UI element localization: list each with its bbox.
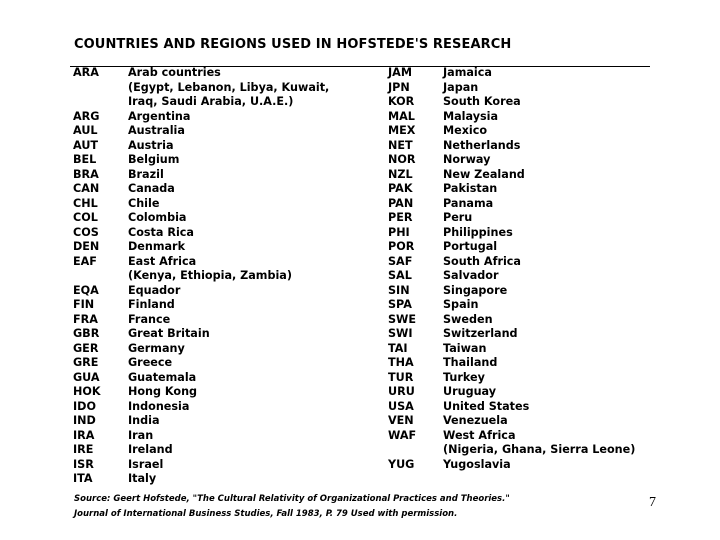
country-code: ARA [73,66,99,79]
country-name: Peru [443,211,473,225]
country-code: KOR [388,95,415,109]
country-name: Argentina [128,109,191,123]
country-code: CAN [73,182,100,196]
source-citation [74,492,510,522]
left-country-names [128,66,378,487]
country-name: Netherlands [443,138,521,152]
country-name: Iran [128,428,154,442]
country-code: NET [388,138,413,152]
country-code: IND [73,414,96,428]
country-code: JPN [388,80,410,94]
country-name: Belgium [128,153,180,167]
country-code: TUR [388,370,414,384]
country-name: Pakistan [443,182,498,196]
country-name: South Korea [443,95,521,109]
country-code: BEL [73,153,97,167]
country-code: FIN [73,298,95,312]
country-name: Philippines [443,225,513,239]
source-line-2: Journal of International Business Studies, Fall 1983, P. 79 Used with permission. [74,509,458,519]
country-name: Salvador [443,269,499,283]
country-name: Equador [128,283,181,297]
country-code: HOK [73,385,101,399]
country-name: West Africa [443,428,516,442]
country-code: BRA [73,167,99,181]
country-name: Taiwan [443,341,487,355]
country-code: GBR [73,327,100,341]
country-name: Denmark [128,240,186,254]
left-country-codes [73,66,121,487]
country-name: Canada [128,182,175,196]
country-code: SWI [388,327,413,341]
country-name: Panama [443,196,494,210]
country-code: DEN [73,240,100,254]
page-number: 7 [649,495,656,510]
country-name: Indonesia [128,399,190,413]
country-code: EQA [73,283,99,297]
country-name: Ireland [128,443,173,457]
country-name: Germany [128,341,185,355]
country-name: (Egypt, Lebanon, Libya, Kuwait, [128,80,330,94]
country-name: South Africa [443,254,521,268]
country-code: CHL [73,196,98,210]
country-name: Yugoslavia [443,457,511,471]
country-name: Arab countries [128,66,221,79]
country-name: Hong Kong [128,385,198,399]
country-code: IRE [73,443,94,457]
country-code: TAI [388,341,408,355]
country-code: GUA [73,370,100,384]
country-name: Guatemala [128,370,197,384]
country-code: IRA [73,428,95,442]
country-code: PAK [388,182,413,196]
country-code: THA [388,356,414,370]
country-name: Israel [128,457,164,471]
country-name: Turkey [443,370,485,384]
country-code [388,443,436,458]
country-name: East Africa [128,254,197,268]
country-code: POR [388,240,415,254]
country-name: France [128,312,171,326]
country-name: (Kenya, Ethiopia, Zambia) [128,269,292,283]
country-name: Australia [128,124,185,138]
country-code [73,269,121,284]
country-name: Chile [128,196,160,210]
country-name: (Nigeria, Ghana, Sierra Leone) [443,443,636,457]
country-name: Mexico [443,124,488,138]
country-code: NOR [388,153,416,167]
country-name: Brazil [128,167,164,181]
country-name: Venezuela [443,414,508,428]
country-code: URU [388,385,415,399]
country-code: ITA [73,472,93,486]
country-name: Greece [128,356,173,370]
country-name: Malaysia [443,109,499,123]
country-code: GRE [73,356,99,370]
country-code: SWE [388,312,417,326]
country-code: SAL [388,269,412,283]
country-code: ISR [73,457,94,471]
country-code: SAF [388,254,413,268]
country-name: Colombia [128,211,187,225]
country-name: Great Britain [128,327,210,341]
country-name: Thailand [443,356,498,370]
right-country-names [443,66,703,472]
country-code: EAF [73,254,97,268]
country-name: Costa Rica [128,225,194,239]
country-name: Uruguay [443,385,497,399]
country-code [73,95,121,110]
country-code: MAL [388,109,415,123]
country-code: COL [73,211,98,225]
country-code: JAM [388,66,412,79]
country-code: SPA [388,298,412,312]
page-title: COUNTRIES AND REGIONS USED IN HOFSTEDE'S RESEARCH [74,37,512,52]
country-code: USA [388,399,414,413]
right-country-codes [388,66,436,472]
country-name: New Zealand [443,167,525,181]
country-name: Jamaica [443,66,492,79]
source-line-1: Source: Geert Hofstede, "The Cultural Relativity of Organizational Practices and Theories." [74,494,510,504]
country-code: MEX [388,124,416,138]
country-name: Japan [443,80,479,94]
country-code: GER [73,341,99,355]
country-code: AUT [73,138,99,152]
country-code: PHI [388,225,410,239]
country-name: Singapore [443,283,508,297]
country-name: Sweden [443,312,493,326]
country-code: WAF [388,428,417,442]
country-name: Spain [443,298,479,312]
country-name: Italy [128,472,157,486]
country-code: NZL [388,167,413,181]
country-code: COS [73,225,99,239]
country-code [73,81,121,96]
country-code: ARG [73,109,100,123]
country-name: Norway [443,153,491,167]
country-name: Portugal [443,240,498,254]
country-code: SIN [388,283,410,297]
country-name: United States [443,399,530,413]
country-code: AUL [73,124,98,138]
country-name: Austria [128,138,174,152]
country-name: Iraq, Saudi Arabia, U.A.E.) [128,95,294,109]
country-code: IDO [73,399,96,413]
country-code: VEN [388,414,414,428]
country-code: FRA [73,312,98,326]
country-code: PAN [388,196,414,210]
country-code: YUG [388,457,415,471]
country-name: Switzerland [443,327,518,341]
country-name: Finland [128,298,175,312]
country-code: PER [388,211,413,225]
country-name: India [128,414,160,428]
